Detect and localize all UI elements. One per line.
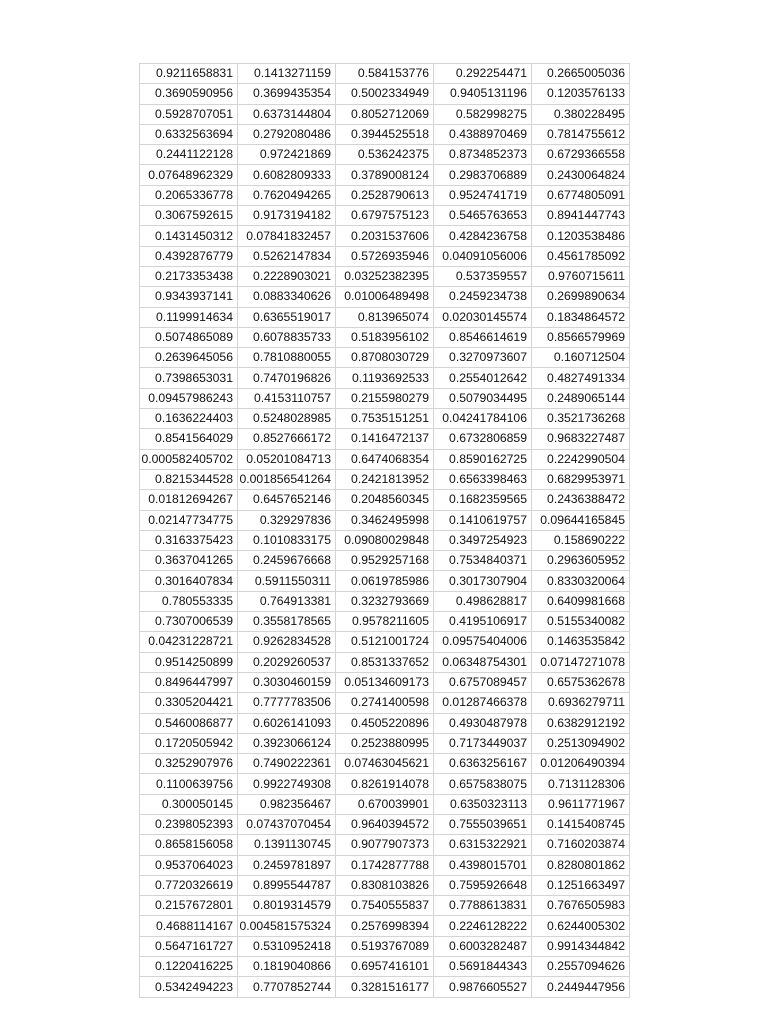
table-cell: 0.2228903021 — [238, 266, 336, 286]
table-cell: 0.7788613831 — [434, 896, 532, 916]
table-cell: 0.5928707051 — [140, 104, 238, 124]
table-cell: 0.7173449037 — [434, 733, 532, 753]
table-cell: 0.4388970469 — [434, 124, 532, 144]
table-cell: 0.01206490394 — [532, 754, 630, 774]
table-cell: 0.6774805091 — [532, 185, 630, 205]
table-cell: 0.1415408745 — [532, 814, 630, 834]
table-cell: 0.6797575123 — [336, 206, 434, 226]
table-cell: 0.004581575324 — [238, 916, 336, 936]
table-cell: 0.1636224403 — [140, 409, 238, 429]
table-cell: 0.1220416225 — [140, 957, 238, 977]
table-row — [140, 104, 630, 124]
table-cell: 0.04091056006 — [434, 246, 532, 266]
table-cell: 0.5460086877 — [140, 713, 238, 733]
table-cell: 0.6315322921 — [434, 835, 532, 855]
table-cell: 0.1203576133 — [532, 84, 630, 104]
table-cell: 0.1720505942 — [140, 733, 238, 753]
table-cell: 0.7160203874 — [532, 835, 630, 855]
table-cell: 0.2459234738 — [434, 287, 532, 307]
table-cell: 0.9529257168 — [336, 551, 434, 571]
table-cell: 0.5911550311 — [238, 571, 336, 591]
table-cell: 0.7490222361 — [238, 754, 336, 774]
table-cell: 0.5310952418 — [238, 936, 336, 956]
table-row — [140, 977, 630, 997]
table-cell: 0.07437070454 — [238, 814, 336, 834]
table-cell: 0.7470196826 — [238, 368, 336, 388]
table-cell: 0.3521736268 — [532, 409, 630, 429]
table-cell: 0.1413271159 — [238, 64, 336, 84]
table-cell: 0.780553335 — [140, 591, 238, 611]
table-row — [140, 530, 630, 550]
table-row — [140, 206, 630, 226]
table-cell: 0.2449447956 — [532, 977, 630, 997]
table-cell: 0.5193767089 — [336, 936, 434, 956]
table-row — [140, 84, 630, 104]
table-cell: 0.7720326619 — [140, 875, 238, 895]
table-cell: 0.2421813952 — [336, 469, 434, 489]
table-cell: 0.000582405702 — [140, 449, 238, 469]
table-cell: 0.1682359565 — [434, 490, 532, 510]
table-cell: 0.292254471 — [434, 64, 532, 84]
table-row — [140, 855, 630, 875]
table-cell: 0.1410619757 — [434, 510, 532, 530]
table-cell: 0.5121001724 — [336, 632, 434, 652]
table-cell: 0.3789008124 — [336, 165, 434, 185]
table-cell: 0.8052712069 — [336, 104, 434, 124]
table-cell: 0.764913381 — [238, 591, 336, 611]
table-cell: 0.8995544787 — [238, 875, 336, 895]
table-cell: 0.3232793669 — [336, 591, 434, 611]
table-cell: 0.2157672801 — [140, 896, 238, 916]
table-cell: 0.9611771967 — [532, 794, 630, 814]
table-cell: 0.8527666172 — [238, 429, 336, 449]
table-cell: 0.03252382395 — [336, 266, 434, 286]
table-cell: 0.9405131196 — [434, 84, 532, 104]
table-cell: 0.7777783506 — [238, 693, 336, 713]
table-cell: 0.2430064824 — [532, 165, 630, 185]
table-cell: 0.9262834528 — [238, 632, 336, 652]
table-cell: 0.9760715611 — [532, 266, 630, 286]
table-cell: 0.01006489498 — [336, 287, 434, 307]
table-cell: 0.2398052393 — [140, 814, 238, 834]
table-cell: 0.7540555837 — [336, 896, 434, 916]
table-cell: 0.5262147834 — [238, 246, 336, 266]
table-cell: 0.5248028985 — [238, 409, 336, 429]
table-cell: 0.3690590956 — [140, 84, 238, 104]
table-cell: 0.0619785986 — [336, 571, 434, 591]
table-cell: 0.9343937141 — [140, 287, 238, 307]
table-row — [140, 429, 630, 449]
table-cell: 0.1391130745 — [238, 835, 336, 855]
table-cell: 0.09644165845 — [532, 510, 630, 530]
table-cell: 0.9922749308 — [238, 774, 336, 794]
table-cell: 0.05201084713 — [238, 449, 336, 469]
data-table — [139, 63, 630, 998]
table-cell: 0.3270973607 — [434, 348, 532, 368]
table-row — [140, 287, 630, 307]
table-cell: 0.07463045621 — [336, 754, 434, 774]
table-cell: 0.4561785092 — [532, 246, 630, 266]
table-cell: 0.3462495998 — [336, 510, 434, 530]
table-cell: 0.1431450312 — [140, 226, 238, 246]
table-cell: 0.7534840371 — [434, 551, 532, 571]
table-row — [140, 774, 630, 794]
table-cell: 0.9514250899 — [140, 652, 238, 672]
table-cell: 0.04231228721 — [140, 632, 238, 652]
table-cell: 0.2741400598 — [336, 693, 434, 713]
table-cell: 0.5183956102 — [336, 327, 434, 347]
table-cell: 0.5647161727 — [140, 936, 238, 956]
table-row — [140, 307, 630, 327]
table-row — [140, 713, 630, 733]
table-cell: 0.5726935946 — [336, 246, 434, 266]
table-cell: 0.9173194182 — [238, 206, 336, 226]
table-cell: 0.498628817 — [434, 591, 532, 611]
table-cell: 0.2665005036 — [532, 64, 630, 84]
table-cell: 0.3305204421 — [140, 693, 238, 713]
table-cell: 0.02147734775 — [140, 510, 238, 530]
table-cell: 0.3281516177 — [336, 977, 434, 997]
table-cell: 0.9211658831 — [140, 64, 238, 84]
table-cell: 0.04241784106 — [434, 409, 532, 429]
table-cell: 0.2242990504 — [532, 449, 630, 469]
table-cell: 0.1251663497 — [532, 875, 630, 895]
table-cell: 0.2459676668 — [238, 551, 336, 571]
table-cell: 0.8941447743 — [532, 206, 630, 226]
table-cell: 0.982356467 — [238, 794, 336, 814]
table-cell: 0.8019314579 — [238, 896, 336, 916]
table-cell: 0.2576998394 — [336, 916, 434, 936]
table-cell: 0.9077907373 — [336, 835, 434, 855]
table-cell: 0.9914344842 — [532, 936, 630, 956]
table-cell: 0.09080029848 — [336, 530, 434, 550]
table-cell: 0.2459781897 — [238, 855, 336, 875]
table-cell: 0.9683227487 — [532, 429, 630, 449]
table-cell: 0.7555039651 — [434, 814, 532, 834]
table-cell: 0.3923066124 — [238, 733, 336, 753]
table-cell: 0.2489065144 — [532, 388, 630, 408]
table-cell: 0.3944525518 — [336, 124, 434, 144]
table-cell: 0.1463535842 — [532, 632, 630, 652]
table-row — [140, 916, 630, 936]
table-row — [140, 145, 630, 165]
table-cell: 0.2557094626 — [532, 957, 630, 977]
table-row — [140, 814, 630, 834]
table-row — [140, 246, 630, 266]
table-cell: 0.380228495 — [532, 104, 630, 124]
table-cell: 0.9640394572 — [336, 814, 434, 834]
table-cell: 0.3252907976 — [140, 754, 238, 774]
table-cell: 0.09575404006 — [434, 632, 532, 652]
table-cell: 0.6563398463 — [434, 469, 532, 489]
table-cell: 0.1416472137 — [336, 429, 434, 449]
table-cell: 0.6003282487 — [434, 936, 532, 956]
table-cell: 0.2441122128 — [140, 145, 238, 165]
table-cell: 0.3497254923 — [434, 530, 532, 550]
table-cell: 0.6474068354 — [336, 449, 434, 469]
table-cell: 0.9578211605 — [336, 612, 434, 632]
table-cell: 0.4284236758 — [434, 226, 532, 246]
table-cell: 0.5465763653 — [434, 206, 532, 226]
table-cell: 0.6757089457 — [434, 672, 532, 692]
table-cell: 0.2436388472 — [532, 490, 630, 510]
table-cell: 0.6732806859 — [434, 429, 532, 449]
table-row — [140, 571, 630, 591]
table-cell: 0.6936279711 — [532, 693, 630, 713]
table-cell: 0.536242375 — [336, 145, 434, 165]
table-cell: 0.07147271078 — [532, 652, 630, 672]
table-cell: 0.06348754301 — [434, 652, 532, 672]
table-cell: 0.7307006539 — [140, 612, 238, 632]
table-cell: 0.6575362678 — [532, 672, 630, 692]
table-cell: 0.6575838075 — [434, 774, 532, 794]
table-cell: 0.001856541264 — [238, 469, 336, 489]
table-cell: 0.6365519017 — [238, 307, 336, 327]
table-cell: 0.9537064023 — [140, 855, 238, 875]
table-cell: 0.1742877788 — [336, 855, 434, 875]
table-row — [140, 632, 630, 652]
table-cell: 0.6350323113 — [434, 794, 532, 814]
table-row — [140, 551, 630, 571]
table-cell: 0.2983706889 — [434, 165, 532, 185]
table-cell: 0.813965074 — [336, 307, 434, 327]
table-row — [140, 449, 630, 469]
table-cell: 0.2029260537 — [238, 652, 336, 672]
table-cell: 0.8590162725 — [434, 449, 532, 469]
table-row — [140, 469, 630, 489]
table-cell: 0.584153776 — [336, 64, 434, 84]
table-cell: 0.6957416101 — [336, 957, 434, 977]
table-cell: 0.0883340626 — [238, 287, 336, 307]
table-cell: 0.2065336778 — [140, 185, 238, 205]
table-cell: 0.7535151251 — [336, 409, 434, 429]
table-cell: 0.3637041265 — [140, 551, 238, 571]
table-cell: 0.2792080486 — [238, 124, 336, 144]
table-cell: 0.4930487978 — [434, 713, 532, 733]
table-row — [140, 693, 630, 713]
table-row — [140, 510, 630, 530]
table-row — [140, 348, 630, 368]
table-cell: 0.8531337652 — [336, 652, 434, 672]
table-cell: 0.7398653031 — [140, 368, 238, 388]
table-cell: 0.01812694267 — [140, 490, 238, 510]
table-cell: 0.3067592615 — [140, 206, 238, 226]
table-cell: 0.6373144804 — [238, 104, 336, 124]
table-row — [140, 226, 630, 246]
table-cell: 0.09457986243 — [140, 388, 238, 408]
table-row — [140, 185, 630, 205]
table-cell: 0.6363256167 — [434, 754, 532, 774]
table-cell: 0.2155980279 — [336, 388, 434, 408]
table-cell: 0.3016407834 — [140, 571, 238, 591]
table-cell: 0.5074865089 — [140, 327, 238, 347]
table-cell: 0.6082809333 — [238, 165, 336, 185]
table-cell: 0.300050145 — [140, 794, 238, 814]
table-cell: 0.582998275 — [434, 104, 532, 124]
table-row — [140, 266, 630, 286]
table-row — [140, 490, 630, 510]
table-cell: 0.07648962329 — [140, 165, 238, 185]
table-cell: 0.158690222 — [532, 530, 630, 550]
table-cell: 0.8261914078 — [336, 774, 434, 794]
table-cell: 0.2246128222 — [434, 916, 532, 936]
table-cell: 0.4398015701 — [434, 855, 532, 875]
table-cell: 0.1100639756 — [140, 774, 238, 794]
table-cell: 0.2048560345 — [336, 490, 434, 510]
table-cell: 0.4392876779 — [140, 246, 238, 266]
table-cell: 0.8566579969 — [532, 327, 630, 347]
table-row — [140, 835, 630, 855]
table-row — [140, 591, 630, 611]
table-cell: 0.670039901 — [336, 794, 434, 814]
table-cell: 0.6078835733 — [238, 327, 336, 347]
table-cell: 0.1199914634 — [140, 307, 238, 327]
table-cell: 0.02030145574 — [434, 307, 532, 327]
table-cell: 0.8330320064 — [532, 571, 630, 591]
table-cell: 0.329297836 — [238, 510, 336, 530]
table-row — [140, 754, 630, 774]
table-cell: 0.2554012642 — [434, 368, 532, 388]
table-row — [140, 165, 630, 185]
table-cell: 0.3558178565 — [238, 612, 336, 632]
table-cell: 0.2173353438 — [140, 266, 238, 286]
table-cell: 0.6457652146 — [238, 490, 336, 510]
table-cell: 0.4688114167 — [140, 916, 238, 936]
table-cell: 0.8658156058 — [140, 835, 238, 855]
table-cell: 0.9876605527 — [434, 977, 532, 997]
table-cell: 0.5079034495 — [434, 388, 532, 408]
table-cell: 0.7676505983 — [532, 896, 630, 916]
table-cell: 0.2963605952 — [532, 551, 630, 571]
table-cell: 0.8708030729 — [336, 348, 434, 368]
table-cell: 0.4195106917 — [434, 612, 532, 632]
table-row — [140, 327, 630, 347]
table-cell: 0.6026141093 — [238, 713, 336, 733]
table-cell: 0.07841832457 — [238, 226, 336, 246]
table-cell: 0.7814755612 — [532, 124, 630, 144]
table-cell: 0.5002334949 — [336, 84, 434, 104]
table-cell: 0.5155340082 — [532, 612, 630, 632]
table-cell: 0.5691844343 — [434, 957, 532, 977]
table-cell: 0.8308103826 — [336, 875, 434, 895]
table-cell: 0.8734852373 — [434, 145, 532, 165]
table-cell: 0.7595926648 — [434, 875, 532, 895]
table-cell: 0.8546614619 — [434, 327, 532, 347]
table-cell: 0.160712504 — [532, 348, 630, 368]
table-cell: 0.6409981668 — [532, 591, 630, 611]
table-row — [140, 368, 630, 388]
table-cell: 0.7620494265 — [238, 185, 336, 205]
table-cell: 0.4505220896 — [336, 713, 434, 733]
table-cell: 0.537359557 — [434, 266, 532, 286]
table-cell: 0.4827491334 — [532, 368, 630, 388]
table-cell: 0.2031537606 — [336, 226, 434, 246]
table-row — [140, 124, 630, 144]
table-cell: 0.8280801862 — [532, 855, 630, 875]
table-cell: 0.1819040866 — [238, 957, 336, 977]
table-cell: 0.3163375423 — [140, 530, 238, 550]
table-cell: 0.2699890634 — [532, 287, 630, 307]
table-row — [140, 64, 630, 84]
table-row — [140, 936, 630, 956]
table-cell: 0.2528790613 — [336, 185, 434, 205]
table-row — [140, 957, 630, 977]
table-cell: 0.3030460159 — [238, 672, 336, 692]
table-cell: 0.6244005302 — [532, 916, 630, 936]
table-cell: 0.3017307904 — [434, 571, 532, 591]
table-row — [140, 672, 630, 692]
table-row — [140, 733, 630, 753]
table-cell: 0.8541564029 — [140, 429, 238, 449]
table-cell: 0.2513094902 — [532, 733, 630, 753]
table-row — [140, 794, 630, 814]
table-cell: 0.6829953971 — [532, 469, 630, 489]
table-cell: 0.05134609173 — [336, 672, 434, 692]
table-cell: 0.5342494223 — [140, 977, 238, 997]
table-cell: 0.6729366558 — [532, 145, 630, 165]
table-row — [140, 896, 630, 916]
table-cell: 0.1834864572 — [532, 307, 630, 327]
table-cell: 0.2523880995 — [336, 733, 434, 753]
table-cell: 0.8215344528 — [140, 469, 238, 489]
table-cell: 0.4153110757 — [238, 388, 336, 408]
table-cell: 0.6382912192 — [532, 713, 630, 733]
table-row — [140, 612, 630, 632]
table-cell: 0.8496447997 — [140, 672, 238, 692]
table-row — [140, 409, 630, 429]
table-cell: 0.1203538486 — [532, 226, 630, 246]
table-cell: 0.7810880055 — [238, 348, 336, 368]
data-table-body — [140, 64, 630, 998]
table-row — [140, 875, 630, 895]
table-cell: 0.1010833175 — [238, 530, 336, 550]
table-cell: 0.2639645056 — [140, 348, 238, 368]
table-cell: 0.01287466378 — [434, 693, 532, 713]
table-cell: 0.1193692533 — [336, 368, 434, 388]
table-cell: 0.972421869 — [238, 145, 336, 165]
table-cell: 0.9524741719 — [434, 185, 532, 205]
table-row — [140, 652, 630, 672]
table-row — [140, 388, 630, 408]
table-cell: 0.3699435354 — [238, 84, 336, 104]
table-cell: 0.7707852744 — [238, 977, 336, 997]
table-cell: 0.7131128306 — [532, 774, 630, 794]
table-cell: 0.6332563694 — [140, 124, 238, 144]
